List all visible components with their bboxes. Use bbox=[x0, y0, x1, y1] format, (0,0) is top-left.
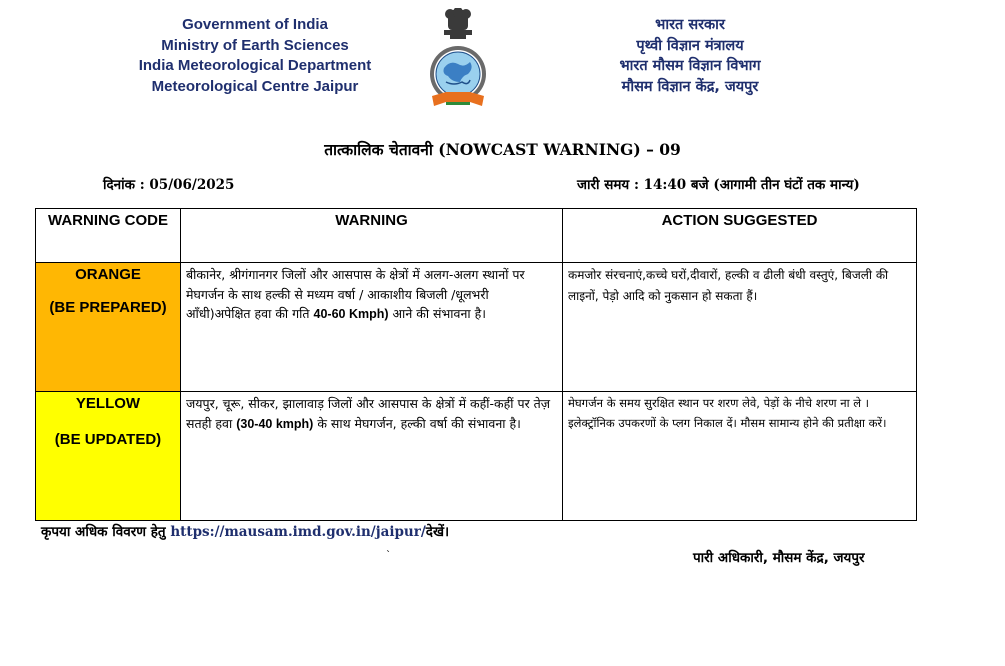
issue-date: दिनांक : 05/06/2025 bbox=[103, 177, 235, 193]
header-action: ACTION SUGGESTED bbox=[563, 209, 917, 263]
warning-text bbox=[181, 392, 563, 521]
header-hi-line-3: भारत मौसम विज्ञान विभाग bbox=[619, 58, 761, 74]
code-label: ORANGE bbox=[75, 266, 141, 283]
imd-jaipur-link[interactable]: https://mausam.imd.gov.in/jaipur/ bbox=[170, 524, 426, 540]
wind-speed: 40-60 Kmph) bbox=[313, 307, 389, 321]
stray-mark: ` bbox=[386, 550, 391, 561]
header-warning-code: WARNING CODE bbox=[36, 209, 181, 263]
header-english bbox=[100, 15, 410, 97]
header-hi-line-4: मौसम विज्ञान केंद्र, जयपुर bbox=[621, 78, 759, 95]
header-hi-line-2: पृथ्वी विज्ञान मंत्रालय bbox=[636, 37, 744, 54]
header-hi-line-1: भारत सरकार bbox=[655, 17, 725, 33]
bulletin-title: तात्कालिक चेतावनी (NOWCAST WARNING) – 09 bbox=[324, 140, 681, 159]
more-info-pre: कृपया अधिक विवरण हेतु bbox=[41, 524, 166, 540]
warning-text bbox=[181, 263, 563, 392]
warning-text-post: आने की संभावना है। bbox=[392, 306, 486, 321]
table-header-row bbox=[36, 209, 917, 263]
header-en-line-2: Ministry of Earth Sciences bbox=[161, 36, 349, 54]
action-text: कमजोर संरचनाएं,कच्चे घरों,दीवारों, हल्की व ढीली बंधी वस्तुएं, बिजली की लाइनों, पेड़ो आदि को नुकसान हो सकता हैं। bbox=[563, 263, 917, 392]
warning-text-pre: बीकानेर, श्रीगंगानगर जिलों और आसपास के क्षेत्रों में अलग-अलग स्थानों पर मेघगर्जन के साथ हल्की से मध्यम वर्षा / आकाशीय बिजली /धूलभरी आँधी)अपेक्षित हवा की गति bbox=[186, 267, 525, 321]
header-hindi bbox=[565, 15, 815, 97]
warning-code-orange bbox=[36, 263, 181, 392]
more-info-post: देखें। bbox=[425, 524, 450, 540]
header-en-line-3: India Meteorological Department bbox=[138, 57, 372, 74]
header-en-line-1: Government of India bbox=[182, 16, 328, 33]
table-row bbox=[36, 263, 917, 392]
warning-text-post: के साथ मेघगर्जन, हल्की वर्षा की संभावना है। bbox=[317, 415, 521, 431]
issue-time: जारी समय : 14:40 बजे (आगामी तीन घंटों तक मान्य) bbox=[577, 177, 860, 193]
table-row bbox=[36, 392, 917, 521]
imd-emblem-logo bbox=[426, 8, 490, 112]
warning-code-yellow bbox=[36, 392, 181, 521]
code-sub-label: (BE PREPARED) bbox=[49, 299, 167, 316]
warning-text-pre: जयपुर, चूरू, सीकर, झालावाड़ जिलों और आसपास के क्षेत्रों में कहीं-कहीं पर तेज़ सतही हवा bbox=[186, 396, 551, 431]
wind-speed: (30-40 kmph) bbox=[236, 416, 314, 431]
code-label: YELLOW bbox=[75, 395, 141, 412]
action-text: मेघगर्जन के समय सुरक्षित स्थान पर शरण लेवे, पेड़ों के नीचे शरण ना ले । इलेक्ट्रॉनिक उपकरणों के प्लग निकाल दें। मौसम सामान्य होने की प्रतीक्षा करें। bbox=[563, 392, 917, 521]
header-warning: WARNING bbox=[181, 209, 563, 263]
header-en-line-4: Meteorological Centre Jaipur bbox=[151, 77, 359, 95]
signature-line: पारी अधिकारी, मौसम केंद्र, जयपुर bbox=[693, 550, 865, 566]
warning-table bbox=[35, 208, 917, 521]
more-info-line bbox=[41, 522, 449, 540]
code-sub-label: (BE UPDATED) bbox=[54, 431, 162, 448]
